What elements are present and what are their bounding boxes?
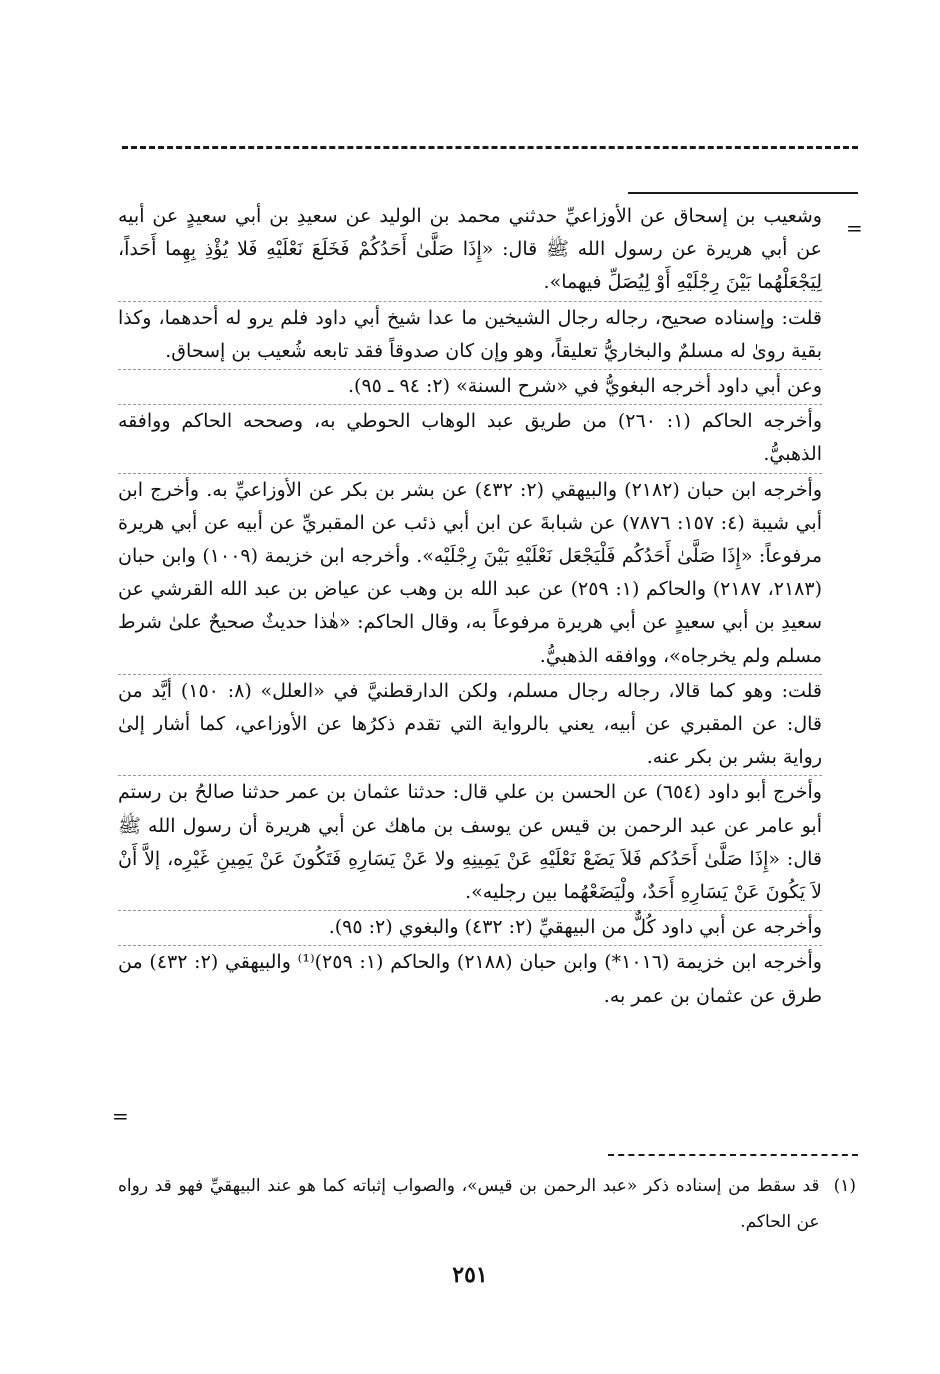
page-number: ٢٥١ <box>452 1262 488 1288</box>
paragraph-7: وأخرج أبو داود (٦٥٤) عن الحسن بن علي قال: حدثنا عثمان بن عمر حدثنا صالحُ بن رستم أبو عامر عن عبد الرحمن بن قيس عن يوسف بن ماهك عن أبي هريرة أن رسول الله ﷺ قال: «إِذَا صَلَّىٰ أَحَدُكم فَلاَ يَضَعْ نَعْلَيْهِ عَنْ يَمِينِهِ ولا عَنْ يَسَارِهِ فَتَكُونَ عَنْ يَمِينِ غَيْرِه، إلاَّ أَنْ لاَ يَكُونَ عَنْ يَسَارِهِ أَحَدٌ، ولْيَضَعْهُما بين رجليه». <box>118 775 822 909</box>
paragraph-8: وأخرجه عن أبي داود كُلٌّ من البيهقيِّ (٢: ٤٣٢) والبغوي (٢: ٩٥). <box>118 910 822 944</box>
continuation-rule <box>628 192 858 194</box>
paragraph-9: وأخرجه ابن خزيمة (١٠١٦*) وابن حبان (٢١٨٨) والحاكم (١: ٢٥٩)⁽¹⁾ والبيهقي (٢: ٤٣٢) من طرق عن عثمان بن عمر به. <box>118 945 822 1012</box>
continuation-mark-start: = <box>846 216 863 240</box>
header-dashed-rule <box>122 146 858 149</box>
paragraph-1: وشعيب بن إسحاق عن الأوزاعيِّ حدثني محمد بن الوليد عن سعيدِ بن أبي سعيدٍ عن أبيه عن أبي هريرة عن رسول الله ﷺ قال: «إِذَا صَلَّىٰ أَحَدُكُمْ فَخَلَعَ نَعْلَيْهِ فَلا يُؤْذِ بِهِما أَحَداً، لِيَجْعَلْهُما بَيْنَ رِجْلَيْهِ أَوْ لِيُصَلِّ فيهما». <box>118 205 822 294</box>
continuation-mark-end: = <box>112 1104 129 1128</box>
footnote-rule <box>608 1154 858 1156</box>
main-text <box>118 200 822 1013</box>
footnote-text: قد سقط من إسناده ذكر «عبد الرحمن بن قيس»، والصواب إثباته كما هو عند البيهقيِّ فهو قد رواه عن الحاكم. <box>118 1176 820 1232</box>
paragraph-4: وأخرجه الحاكم (١: ٢٦٠) من طريق عبد الوهاب الحوطي به، وصححه الحاكم ووافقه الذهبيُّ. <box>118 404 822 471</box>
paragraph-2: قلت: وإسناده صحيح، رجاله رجال الشيخين ما عدا شيخ أبي داود فلم يرو له أحدهما، وكذا بقية روىٰ له مسلمٌ والبخاريُّ تعليقاً، وهو وإن كان صدوقاً فقد تابعه شُعيب بن إسحاق. <box>118 301 822 368</box>
paragraph-3: وعن أبي داود أخرجه البغويُّ في «شرح السنة» (٢: ٩٤ ـ ٩٥). <box>118 369 822 403</box>
paragraph-5: وأخرجه ابن حبان (٢١٨٢) والبيهقي (٢: ٤٣٢) عن بشر بن بكر عن الأوزاعيِّ به. وأخرج ابن أبي شيبة (٤: ١٥٧: ٧٨٧٦) عن شبابةَ عن ابن أبي ذئب عن المقبريِّ عن أبيه عن أبي هريرة مرفوعاً: «إِذَا صَلَّىٰ أَحَدُكُم فَلْيَجْعَل نَعْلَيْهِ بَيْنَ رِجْلَيْه». وأخرجه ابن خزيمة (١٠٠٩) وابن حبان (٢١٨٣، ٢١٨٧) والحاكم (١: ٢٥٩) عن عبد الله بن وهب عن عياض بن عبد الله القرشي عن سعيدِ بن أبي سعيدٍ عن أبي هريرة مرفوعاً به، وقال الحاكم: «هٰذا حديثٌ صحيحٌ علىٰ شرط مسلم ولم يخرجاه»، ووافقه الذهبيُّ. <box>118 473 822 673</box>
footnote <box>118 1168 856 1240</box>
paragraph-6: قلت: وهو كما قالا، رجاله رجال مسلم، ولكن الدارقطنيَّ في «العلل» (٨: ١٥٠) أيَّد من قال: عن المقبري عن أبيه، يعني بالرواية التي تقدم ذكرُها عن الأوزاعي، كما أشار إلىٰ رواية بشر بن بكر عنه. <box>118 674 822 775</box>
footnote-marker: (١) <box>833 1176 856 1196</box>
